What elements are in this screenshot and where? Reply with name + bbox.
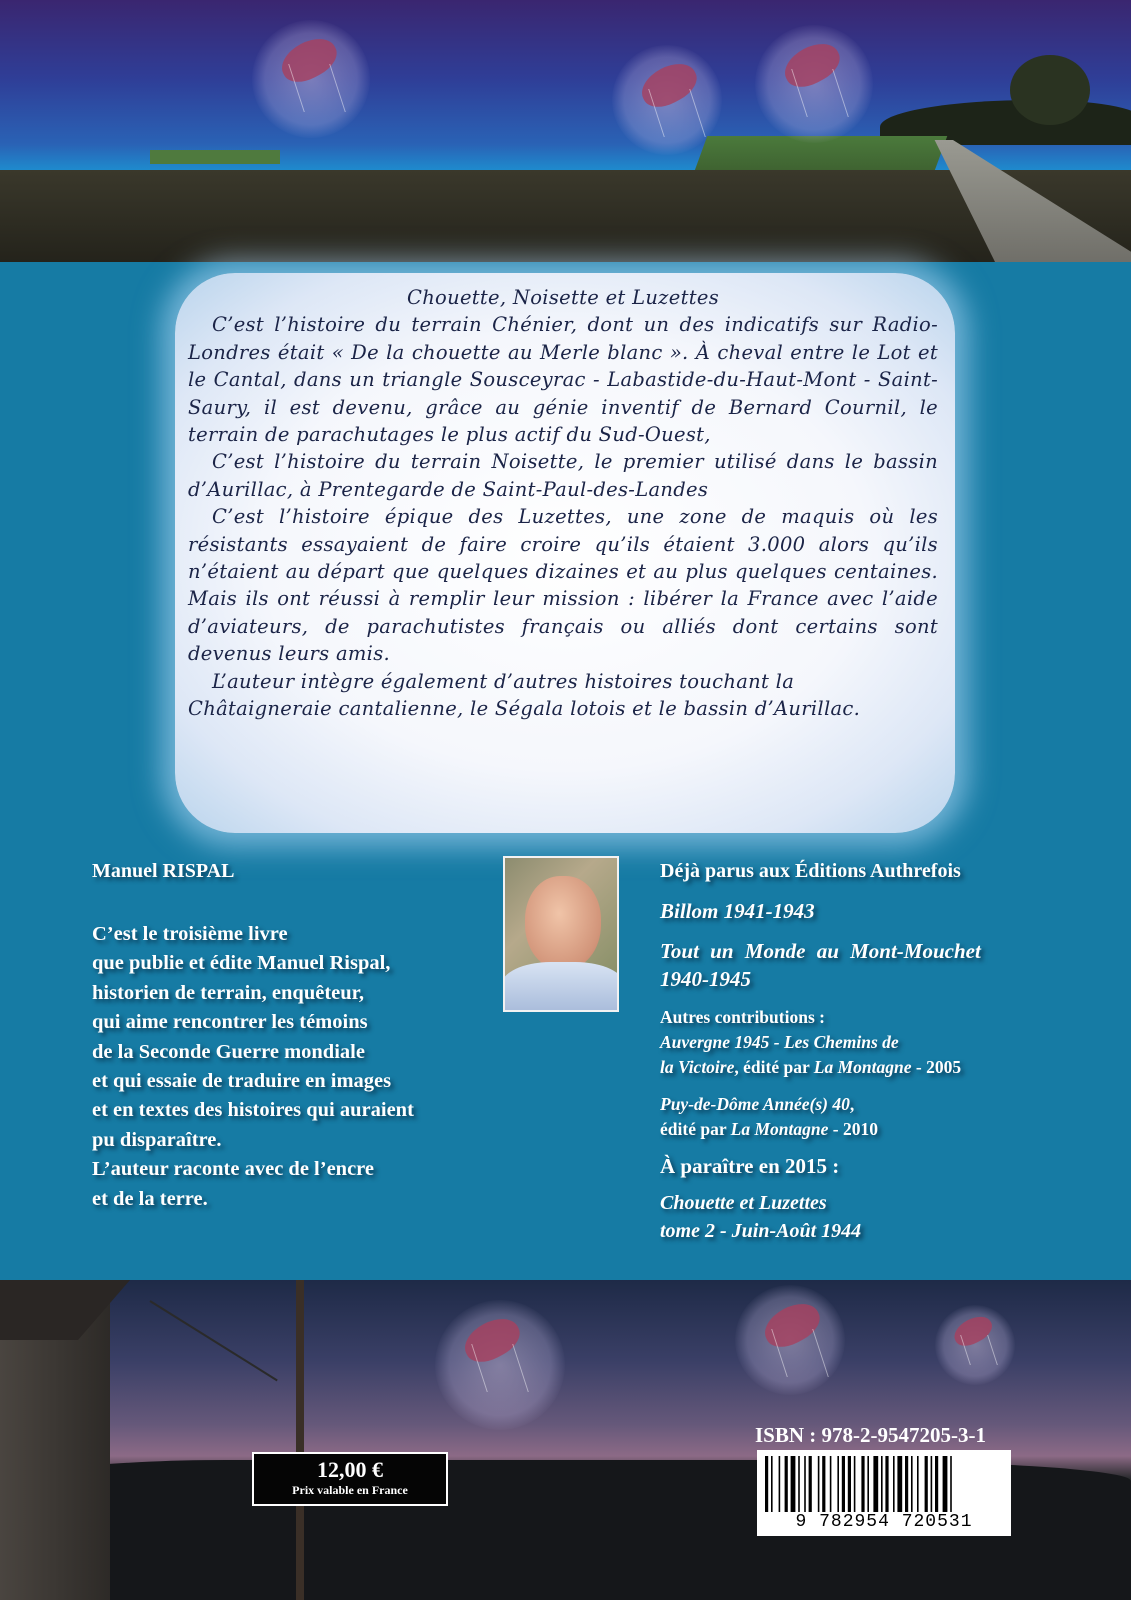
bio-line: que publie et édite Manuel Rispal, xyxy=(92,952,391,975)
upcoming-line: tome 2 - Juin-Août 1944 xyxy=(660,1220,862,1242)
barn-roof xyxy=(0,1280,130,1340)
price-note: Prix valable en France xyxy=(292,1483,408,1497)
upcoming-line: Chouette et Luzettes xyxy=(660,1192,827,1214)
synopsis-text xyxy=(188,284,938,723)
books-heading: Déjà parus aux Éditions Authrefois xyxy=(660,860,961,882)
book-title-years: 1940-1945 xyxy=(660,967,751,991)
bio-line: et en textes des histoires qui auraient xyxy=(92,1099,414,1122)
author-name: Manuel RISPAL xyxy=(92,860,235,882)
price-box xyxy=(252,1452,448,1506)
bio-line: historien de terrain, enquêteur, xyxy=(92,981,364,1004)
barcode-bars xyxy=(765,1456,1003,1512)
parachute-icon xyxy=(612,45,722,155)
parachute-icon xyxy=(735,1285,845,1395)
contrib-2-year: - 2010 xyxy=(828,1119,878,1139)
green-field-left xyxy=(150,150,280,164)
tree xyxy=(1010,55,1090,125)
contrib-2-comma: , xyxy=(849,1094,855,1114)
parachute-icon xyxy=(755,25,873,143)
contrib-2-text: édité par xyxy=(660,1119,731,1139)
author-bio xyxy=(92,920,492,1214)
synopsis-paragraph: C’est l’histoire du terrain Chénier, dont un des indicatifs sur Radio-Londres était « De la chouette au Merle blanc ». À cheval entre le Lot et le Cantal, dans un triangle Sousceyrac - Labastide-du-Haut-Mont - Saint-Saury, il est devenu, grâce au génie inventif de Bernard Cournil, le terrain de parachutages le plus actif du Sud-Ouest, xyxy=(188,313,938,447)
bio-line: pu disparaître. xyxy=(92,1128,222,1151)
book-title: Billom 1941-1943 xyxy=(660,899,815,923)
contrib-1-text: , édité par xyxy=(734,1057,814,1077)
bio-line: qui aime rencontrer les témoins xyxy=(92,1011,368,1034)
synopsis-paragraph: C’est l’histoire du terrain Noisette, le premier utilisé dans le bassin d’Aurillac, à Prentegarde de Saint-Paul-des-Landes xyxy=(188,450,938,501)
price-amount: 12,00 € xyxy=(317,1457,383,1482)
bio-line: C’est le troisième livre xyxy=(92,923,288,945)
bio-line: de la Seconde Guerre mondiale xyxy=(92,1040,365,1063)
barcode xyxy=(757,1450,1011,1536)
contrib-1-year: - 2005 xyxy=(911,1057,962,1077)
author-photo xyxy=(503,856,619,1012)
power-wire xyxy=(149,1300,277,1381)
upcoming-heading: À paraître en 2015 : xyxy=(660,1154,840,1178)
contrib-1-title: la Victoire xyxy=(660,1057,735,1077)
synopsis-paragraph: C’est l’histoire épique des Luzettes, une zone de maquis où les résistants essayaient de faire croire qu’ils étaient 3.000 alors qu’ils n’étaient au départ que quelques dizaines et au plus quelques centaines. Mais ils ont réussi à remplir leur mission : libérer la France avec l’aide d’aviateurs, de parachutistes français ou alliés dont certains sont devenus leurs amis. xyxy=(188,505,938,666)
contrib-1-title: Auvergne 1945 - Les Chemins de xyxy=(660,1032,899,1052)
bio-line: L’auteur raconte avec de l’encre xyxy=(92,1158,374,1181)
books-column xyxy=(660,860,1060,1245)
bio-line: et de la terre. xyxy=(92,1187,208,1210)
cover-photo-top xyxy=(0,0,1131,262)
bio-line: et qui essaie de traduire en images xyxy=(92,1070,392,1093)
author-face xyxy=(525,876,601,970)
book-title: Tout un Monde au Mont-Mouchet xyxy=(660,939,981,963)
synopsis-paragraph: L’auteur intègre également d’autres histoires touchant la Châtaigneraie cantalienne, le Ségala lotois et le bassin d’Aurillac. xyxy=(188,669,861,721)
contrib-1-publisher: La Montagne xyxy=(813,1057,912,1077)
isbn-label: ISBN : 978-2-9547205-3-1 xyxy=(755,1423,986,1447)
contrib-2 xyxy=(660,1092,1060,1142)
parachute-icon xyxy=(435,1300,565,1430)
contrib-2-title: Puy-de-Dôme Année(s) 40 xyxy=(660,1094,850,1114)
author-shirt xyxy=(503,962,619,1012)
contrib-heading: Autres contributions : xyxy=(660,1007,825,1027)
contrib-1 xyxy=(660,1030,1060,1080)
barcode-digits: 9 782954 720531 xyxy=(795,1512,973,1532)
contrib-2-publisher: La Montagne xyxy=(730,1119,829,1139)
parachute-icon xyxy=(252,20,370,138)
parachute-icon xyxy=(935,1305,1015,1385)
synopsis-title: Chouette, Noisette et Luzettes xyxy=(406,286,720,309)
utility-pole xyxy=(296,1280,304,1600)
